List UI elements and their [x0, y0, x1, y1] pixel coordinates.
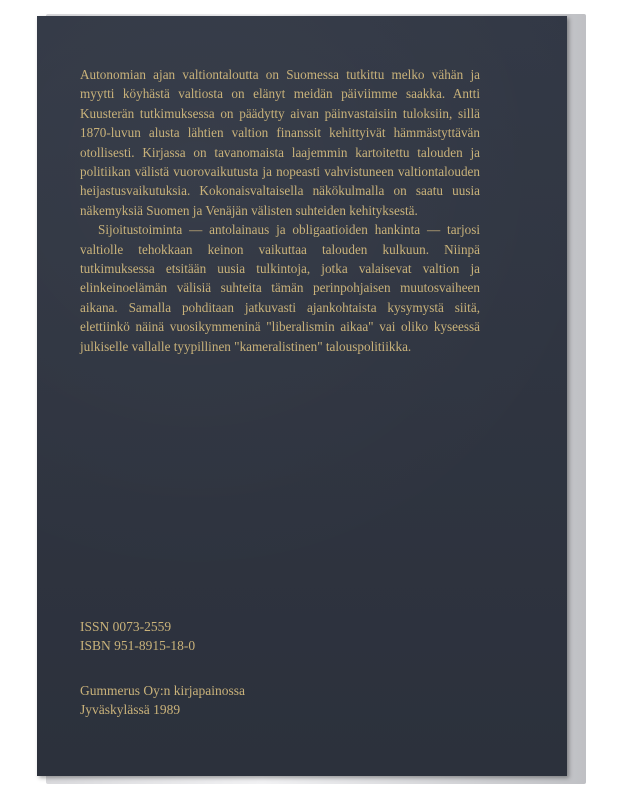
identifier-block [80, 617, 195, 655]
blurb-paragraph-1: Autonomian ajan valtiontaloutta on Suomessa tutkittu melko vähän ja myytti köyhästä valtiosta on elänyt meidän päiviimme saakka. Antti Kuusterän tutkimuksessa on päädytty aivan päinvastaisiin tuloksiin, sillä 1870-luvun alusta lähtien valtion finanssit kehittyivät hämmästyttävän otollisesti. Kirjassa on tavanomaista laajemmin kartoitettu talouden ja politiikan välistä vuorovaikutusta ja nopeasti vahvistuneen valtiontalouden heijastusvaikutuksia. Kokonaisvaltaisella näkökulmalla on saatu uusia näkemyksiä Suomen ja Venäjän välisten suhteiden kehityksestä. [80, 67, 480, 218]
print-place-year: Jyväskylässä 1989 [80, 702, 181, 717]
printer-line: Gummerus Oy:n kirjapainossa [80, 683, 245, 698]
back-cover-blurb [80, 65, 480, 356]
isbn-line: ISBN 951-8915-18-0 [80, 638, 196, 653]
blurb-paragraph-2: Sijoitustoiminta — antolainaus ja obligaatioiden hankinta — tarjosi valtiolle tehokkaan keinon vaikuttaa talouden kulkuun. Niinpä tutkimuksessa etsitään uusia tulkintoja, jotka valaisevat valtion ja elinkeinoelämän välisiä suhteita tämän perinpohjaisen muutosvaiheen aikana. Samalla pohditaan jatkuvasti ajankohtaista kysymystä siitä, elettiinkö näinä vuosikymmeninä "liberalismin aikaa" vai oliko kyseessä julkiselle vallalle tyypillinen "kameralistinen" talouspolitiikka. [80, 222, 480, 354]
issn-line: ISSN 0073-2559 [80, 619, 172, 634]
printer-block [80, 681, 245, 719]
